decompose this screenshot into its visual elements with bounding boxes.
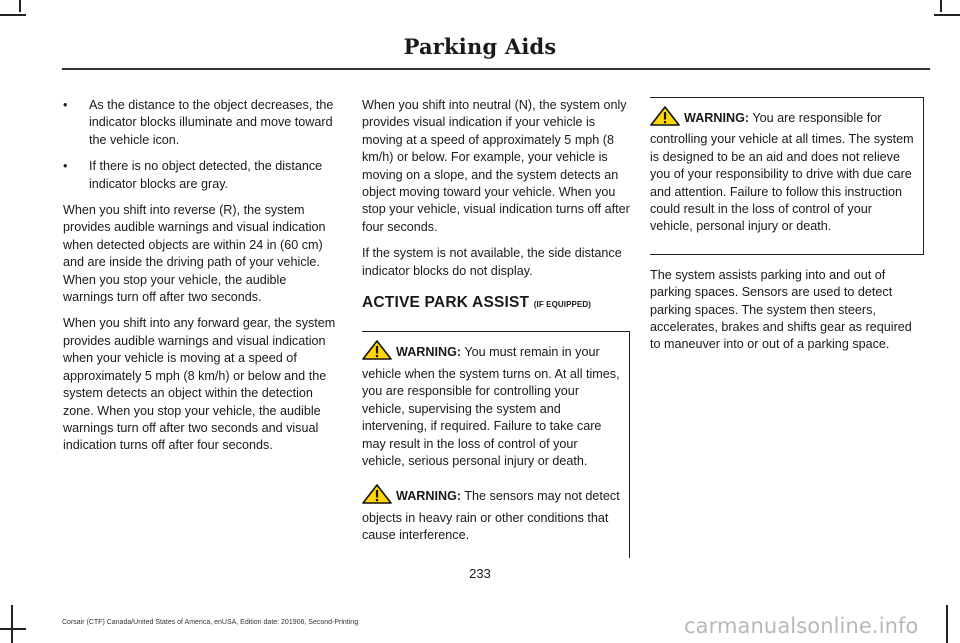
header-rule bbox=[62, 68, 930, 70]
warning bbox=[650, 106, 917, 236]
warning bbox=[362, 484, 623, 544]
body-paragraph: When you shift into any forward gear, the system provides audible warnings and visual indication when your vehicle is moving at a speed of approximately 5 mph (8 km/h) or below and the system detects an object within the detection zone. When you stop your vehicle, the audible warnings turn off after two seconds and visual indication turns off after four seconds. bbox=[63, 316, 336, 453]
page-title: Parking Aids bbox=[403, 34, 557, 59]
warning-triangle-icon bbox=[362, 484, 392, 509]
page-number: 233 bbox=[469, 566, 491, 581]
warning-box bbox=[362, 331, 630, 557]
bullet-glyph: • bbox=[63, 159, 68, 174]
crop-mark bbox=[11, 605, 13, 643]
warning-text: The sensors may not detect objects in heavy rain or other conditions that cause interference. bbox=[362, 489, 620, 543]
crop-mark bbox=[19, 0, 21, 12]
crop-mark bbox=[0, 628, 26, 630]
section-heading-suffix: (IF EQUIPPED) bbox=[533, 300, 592, 310]
list-item bbox=[63, 97, 337, 149]
warning-triangle-icon bbox=[650, 106, 680, 131]
watermark-logo: carmanualsonline.info bbox=[684, 614, 919, 638]
warning-text: You must remain in your vehicle when the system turns on. At all times, you are responsible for controlling your vehicle, supervising the system and intervening, if required. Failure to take care may result in the loss of control of your vehicle, serious personal injury or death. bbox=[362, 345, 620, 468]
body-paragraph: When you shift into neutral (N), the system only provides visual indication if your vehicle is moving at a speed of approximately 5 mph (8 km/h) or below. For example, your vehicle is moving on a slope, and the system detects an object moving toward your vehicle. When you stop your vehicle, visual indication turns off after four seconds. bbox=[362, 98, 630, 234]
crop-mark bbox=[946, 605, 948, 643]
column-2 bbox=[362, 97, 630, 558]
body-paragraph: When you shift into reverse (R), the system provides audible warnings and visual indication when detected objects are within 24 in (60 cm) and are inside the driving path of your vehicle. When you stop your vehicle, the audible warnings turn off after two seconds. bbox=[63, 203, 326, 305]
bullet-text: As the distance to the object decreases, the indicator blocks illuminate and move toward the vehicle icon. bbox=[89, 98, 334, 147]
warning-label: WARNING: bbox=[396, 489, 462, 504]
footer-edition-text: Corsair (CTF) Canada/United States of America, enUSA, Edition date: 201906, Second-Printing bbox=[62, 619, 359, 626]
column-1 bbox=[63, 97, 337, 464]
warning-triangle-icon bbox=[362, 340, 392, 365]
section-heading-text: ACTIVE PARK ASSIST bbox=[362, 294, 530, 312]
crop-mark bbox=[0, 14, 26, 16]
warning-text: You are responsible for controlling your vehicle at all times. The system is designed to be an aid and does not relieve you of your responsibility to drive with due care and attention. Failure to follow this instruction could result in the loss of control of your vehicle, personal injury or death. bbox=[650, 111, 914, 234]
bullet-text: If there is no object detected, the distance indicator blocks are gray. bbox=[89, 159, 323, 191]
crop-mark bbox=[934, 14, 960, 16]
section-heading bbox=[362, 294, 630, 313]
body-paragraph: If the system is not available, the side distance indicator blocks do not display. bbox=[362, 246, 622, 278]
warning bbox=[362, 340, 623, 470]
body-paragraph: The system assists parking into and out of parking spaces. Sensors are used to detect parking spaces. The system then steers, accelerates, brakes and shifts gear as required to maneuver into or out of a parking space. bbox=[650, 267, 912, 352]
warning-label: WARNING: bbox=[684, 111, 750, 125]
warning-label: WARNING: bbox=[396, 345, 462, 360]
list-item bbox=[63, 158, 337, 193]
crop-mark bbox=[940, 0, 942, 12]
warning-box bbox=[650, 97, 924, 255]
bullet-glyph: • bbox=[63, 98, 68, 112]
column-3 bbox=[650, 97, 924, 363]
